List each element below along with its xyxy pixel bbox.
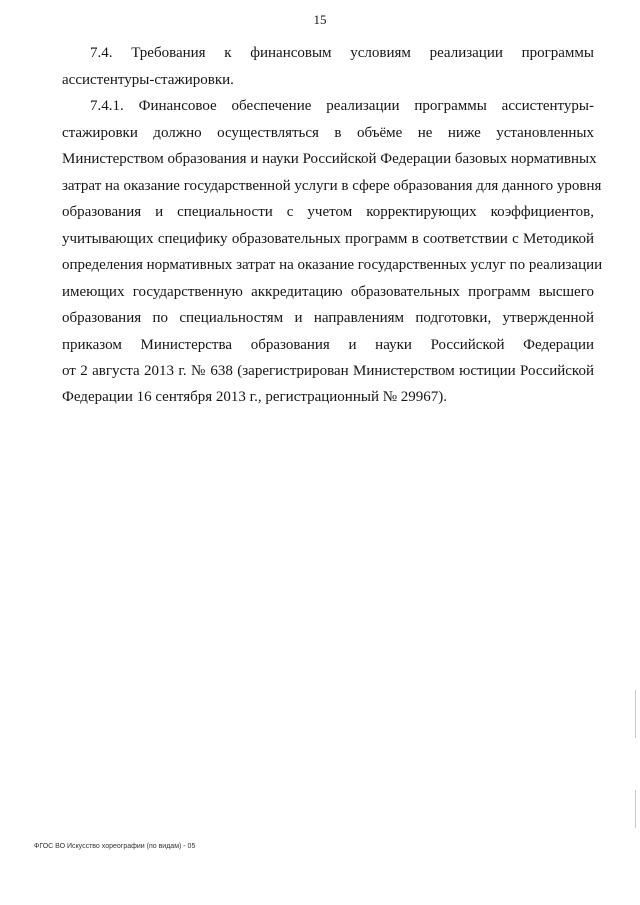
footer-document-code: ФГОС ВО Искусство хореографии (по видам) - 05 [34,843,196,850]
text-line: определения нормативных затрат на оказание государственных услуг по реализации [62,257,603,273]
text-line: затрат на оказание государственной услуги в сфере образования для данного уровня [62,178,602,194]
scan-edge-mark [635,690,636,738]
scan-edge-mark [635,790,636,828]
text-line: Федерации 16 сентября 2013 г., регистрационный № 29967). [62,389,448,405]
text-line: 7.4.1. Финансовое обеспечение реализации программы ассистентуры- [90,98,594,114]
text-line: приказом Министерства образования и науки Российской Федерации [62,337,594,353]
text-line: учитывающих специфику образовательных программ в соответствии с Методикой [62,231,594,247]
text-line: 7.4. Требования к финансовым условиям реализации программы [90,45,594,61]
text-line: стажировки должно осуществляться в объёме не ниже установленных [62,125,594,141]
text-line: от 2 августа 2013 г. № 638 (зарегистрирован Министерством юстиции Российской [62,363,594,379]
text-line: имеющих государственную аккредитацию образовательных программ высшего [62,284,594,300]
text-line: ассистентуры-стажировки. [62,72,234,88]
text-line: образования и специальности с учетом корректирующих коэффициентов, [62,204,594,220]
text-line: образования по специальностям и направлениям подготовки, утвержденной [62,310,594,326]
page-number: 15 [313,12,327,27]
text-line: Министерством образования и науки Российской Федерации базовых нормативных [62,151,597,167]
